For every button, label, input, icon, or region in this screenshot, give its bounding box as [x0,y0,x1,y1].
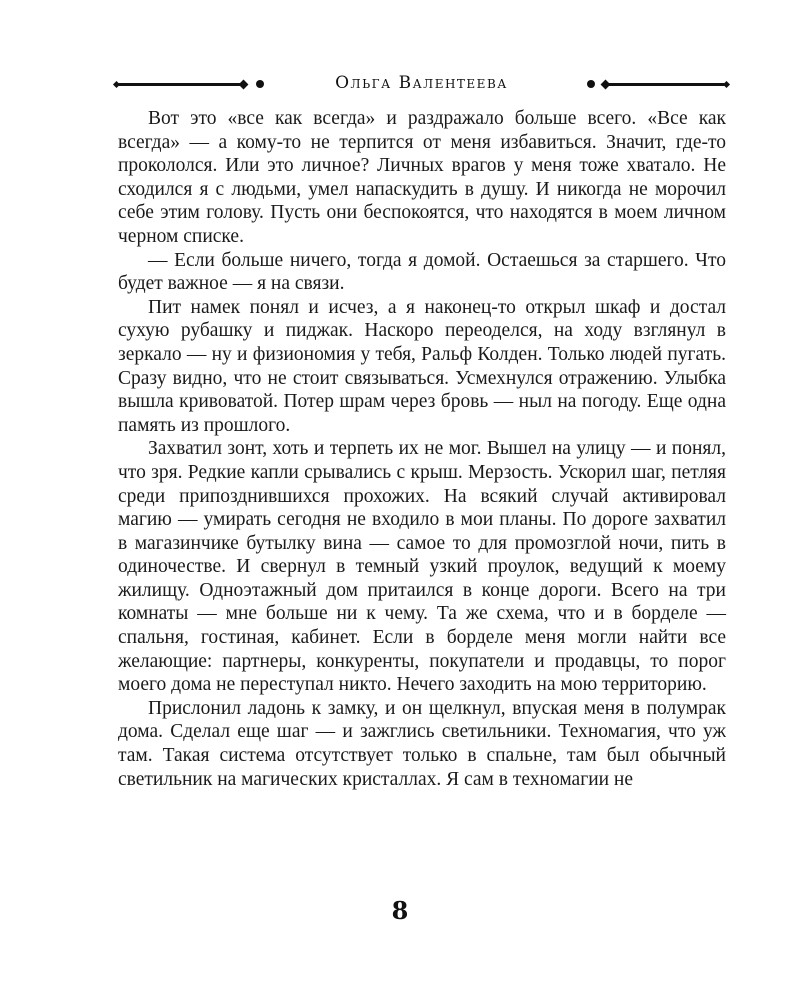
author-name: Ольга Валентеева [335,73,508,93]
paragraph: Прислонил ладонь к замку, и он щелкнул, впуская меня в полумрак дома. Сделал еще шаг — и зажглись светильники. Техномагия, что уж там. Такая система отсутствует только в спальне, там был обычный светильник на магических кристаллах. Я сам в техномагии не [118,697,726,790]
running-head [118,72,725,98]
paragraph: Вот это «все как всегда» и раздражало больше всего. «Все как всегда» — а кому-то не терпится от меня избавиться. Значит, где-то прокололся. Или это личное? Личных врагов у меня тоже хватало. Не сходился я с людьми, умел напаскудить в душу. И никогда не морочил себе этим голову. Пусть они беспокоятся, что находятся в моем личном черном списке. [118,108,726,247]
paragraph: Захватил зонт, хоть и терпеть их не мог. Вышел на улицу — и понял, что зря. Редкие капли срывались с крыш. Мерзость. Ускорил шаг, петляя среди припозднившихся прохожих. На всякий случай активировал магию — умирать сегодня не входило в мои планы. По дороге захватил в магазинчике бутылку вина — самое то для промозглой ночи, пить в одиночестве. И свернул в темный узкий проулок, ведущий к моему жилищу. Одноэтажный дом притаился в конце дороги. Всего на три комнаты — мне больше ни к чему. Та же схема, что и в борделе — спальня, гостиная, кабинет. Если в борделе меня могли найти все желающие: партнеры, конкуренты, покупатели и продавцы, то порог моего дома не переступал никто. Нечего заходить на мою территорию. [118,438,726,696]
paragraph: Пит намек понял и исчез, а я наконец-то открыл шкаф и достал сухую рубашку и пиджак. Наскоро переоделся, на ходу взглянул в зеркало — ну и физиономия у тебя, Ральф Колден. Только людей пугать. Сразу видно, что не стоит связываться. Усмехнулся отражению. Улыбка вышла кривоватой. Потер шрам через бровь — ныл на погоду. Еще одна память из прошлого. [118,296,726,436]
page-number: 8 [391,896,409,925]
body-text [118,107,726,791]
paragraph: — Если больше ничего, тогда я домой. Остаешься за старшего. Что будет важное — я на связи. [118,249,726,295]
right-ornament-dot [587,80,595,88]
right-ornament-rule [605,83,725,86]
